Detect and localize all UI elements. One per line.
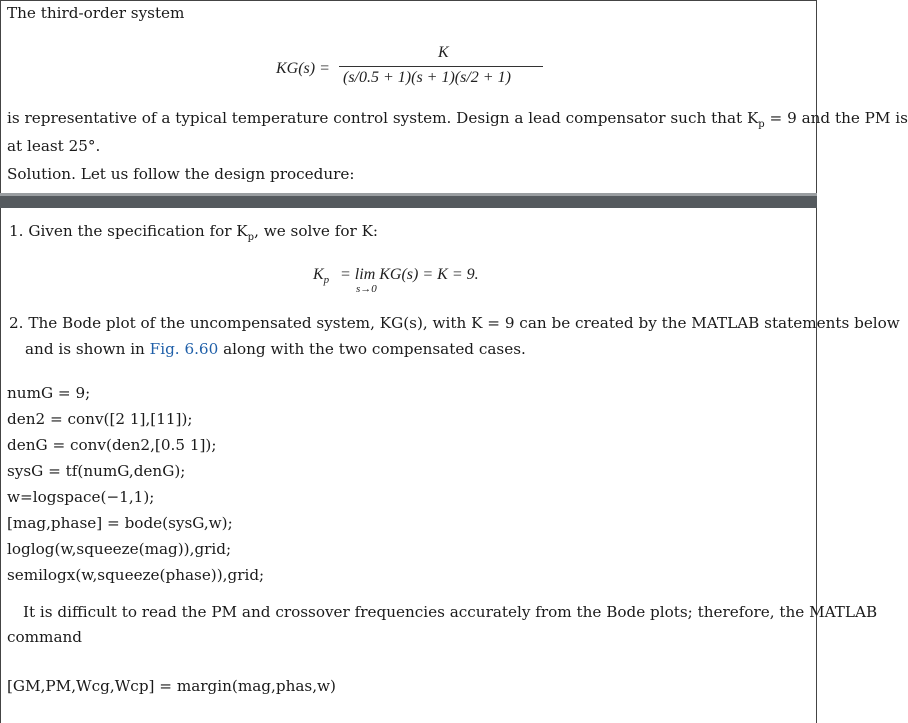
fraction-bar — [339, 66, 543, 67]
step1-sub: p — [247, 232, 255, 244]
closing-line-2: command — [7, 628, 83, 646]
step1-text-a: 1. Given the specification for K — [9, 222, 248, 240]
code-line: loglog(w,squeeze(mag)),grid; — [7, 540, 232, 558]
figure-link[interactable]: Fig. 6.60 — [149, 340, 219, 358]
problem-title: The third-order system — [7, 4, 185, 22]
req-sub: p — [758, 119, 765, 131]
step2-text-pre: and is shown in — [25, 340, 150, 358]
margin-command: [GM,PM,Wcg,Wcp] = margin(mag,phas,w) — [7, 677, 336, 695]
code-line: [mag,phase] = bode(sysG,w); — [7, 514, 233, 532]
section-divider — [0, 196, 817, 208]
step-1 — [9, 222, 378, 243]
code-line: numG = 9; — [7, 384, 91, 402]
tf-lhs: KG(s) = — [276, 60, 330, 77]
requirement-line-2: at least 25°. — [7, 137, 101, 155]
step-2-line-2 — [25, 340, 526, 358]
requirement-line-1 — [7, 109, 908, 130]
kp-symbol: K — [313, 266, 324, 283]
req-text-a: is representative of a typical temperature control system. Design a lead compensator such that K — [7, 109, 759, 127]
step-2-line-1: 2. The Bode plot of the uncompensated system, KG(s), with K = 9 can be created by the MATLAB statements below — [9, 314, 900, 332]
code-line: sysG = tf(numG,denG); — [7, 462, 186, 480]
tf-numerator: K — [438, 44, 449, 61]
code-line: w=logspace(−1,1); — [7, 488, 155, 506]
tf-denominator: (s/0.5 + 1)(s + 1)(s/2 + 1) — [343, 69, 511, 86]
kp-lhs — [313, 266, 329, 286]
code-line: den2 = conv([2 1],[11]); — [7, 410, 193, 428]
kp-sub: p — [323, 274, 330, 287]
solution-intro: Solution. Let us follow the design procedure: — [7, 165, 355, 183]
step1-text-b: , we solve for K: — [254, 222, 379, 240]
kp-rhs: = lim KG(s) = K = 9. — [340, 266, 479, 283]
code-line: denG = conv(den2,[0.5 1]); — [7, 436, 217, 454]
closing-line-1: It is difficult to read the PM and crossover frequencies accurately from the Bode plots; therefore, the MATLAB — [23, 603, 878, 621]
kp-limit: s→0 — [356, 283, 377, 295]
req-text-b: = 9 and the PM is — [764, 109, 908, 127]
code-line: semilogx(w,squeeze(phase)),grid; — [7, 566, 265, 584]
step2-text-post: along with the two compensated cases. — [218, 340, 526, 358]
